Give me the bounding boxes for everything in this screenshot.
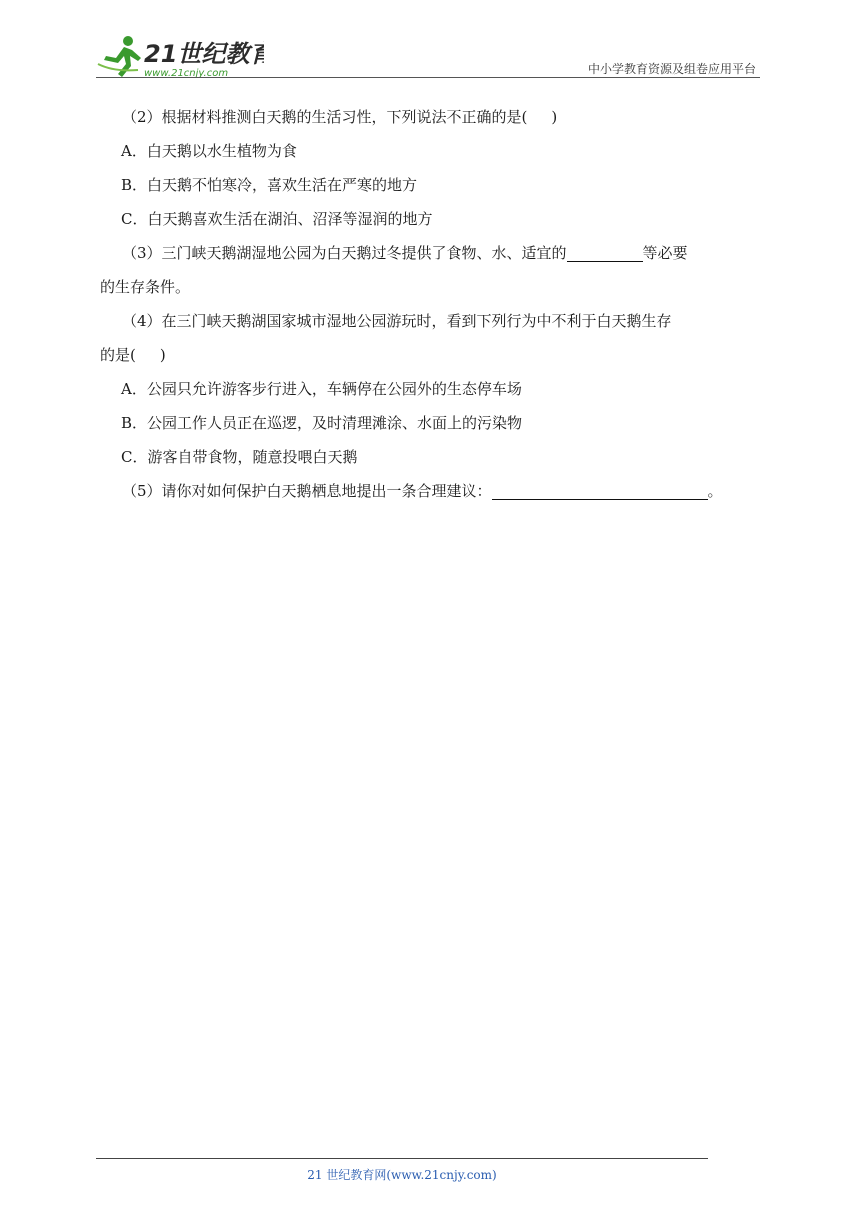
logo-text: 21世纪教育 [144, 40, 264, 68]
q5-text-before: （5）请你对如何保护白天鹅栖息地提出一条合理建议： [122, 482, 492, 500]
q4-option-c: C．游客自带食物，随意投喂白天鹅 [121, 448, 358, 466]
q3-line1 [100, 236, 764, 270]
q4-line2-close: ) [159, 346, 166, 364]
q2-option-b: B．白天鹅不怕寒冷，喜欢生活在严寒的地方 [121, 176, 418, 194]
q2-stem [100, 100, 764, 134]
q4-option-a: A．公园只允许游客步行进入，车辆停在公园外的生态停车场 [121, 380, 522, 398]
q2-option-a: A．白天鹅以水生植物为食 [121, 142, 297, 160]
q5-answer-blank[interactable] [492, 481, 708, 500]
q2-option-c: C．白天鹅喜欢生活在湖泊、沼泽等湿润的地方 [121, 210, 433, 228]
running-man-icon [94, 34, 264, 80]
q2-stem-text: （2）根据材料推测白天鹅的生活习性，下列说法不正确的是( [122, 108, 528, 126]
q4-line1: （4）在三门峡天鹅湖国家城市湿地公园游玩时，看到下列行为中不利于白天鹅生存 [122, 312, 672, 330]
q3-answer-blank[interactable] [567, 243, 643, 262]
q3-text-after: 等必要 [642, 244, 688, 262]
q3-text-before: （3）三门峡天鹅湖湿地公园为白天鹅过冬提供了食物、水、适宜的 [122, 244, 567, 262]
q3-line2: 的生存条件。 [100, 278, 191, 296]
question-content [100, 100, 764, 508]
q5-line [100, 474, 764, 508]
footer-divider [96, 1158, 708, 1159]
q4-line2 [100, 338, 764, 372]
q4-line2-text: 的是( [100, 346, 136, 364]
q2-stem-close: ) [551, 108, 558, 126]
site-logo [94, 34, 264, 80]
logo-url: www.21cnjy.com [144, 68, 229, 79]
platform-label: 中小学教育资源及组卷应用平台 [587, 62, 756, 76]
q4-option-b: B．公园工作人员正在巡逻，及时清理滩涂、水面上的污染物 [121, 414, 523, 432]
footer-link[interactable]: 21 世纪教育网(www.21cnjy.com) [307, 1168, 497, 1182]
q5-text-after: 。 [707, 482, 723, 500]
header-divider [96, 77, 760, 78]
